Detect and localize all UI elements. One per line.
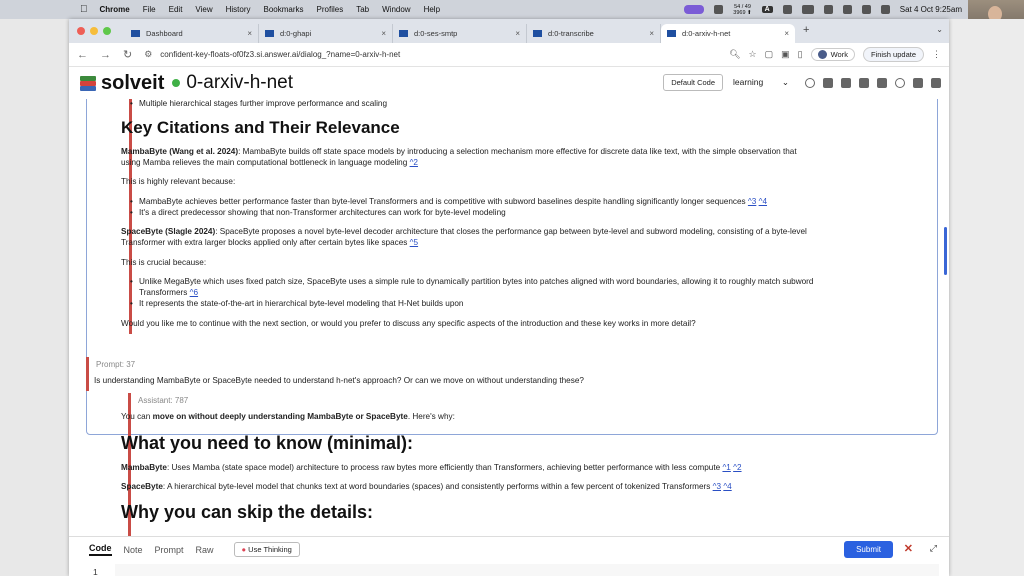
paragraph: You can move on without deeply understanding MambaByte or SpaceByte. Here's why: <box>121 412 455 421</box>
paragraph-mambabyte: MambaByte: Uses Mamba (state space model) architecture to process raw bytes more efficiently than Transformers, achieving better performance with less compute ^1 ^2 <box>121 463 742 472</box>
tab-search-chevron-icon[interactable]: ⌄ <box>936 25 943 34</box>
assistant-label: Assistant: 787 <box>138 396 189 405</box>
reload-icon[interactable]: ↻ <box>123 49 133 61</box>
section-heading: What you need to know (minimal): <box>121 433 413 453</box>
zoom-icon[interactable]: 🔍︎ <box>729 49 741 59</box>
citation-link[interactable]: ^1 <box>722 463 731 472</box>
menu-history[interactable]: History <box>218 5 244 14</box>
dialog-title: 0-arxiv-h-net <box>186 72 294 93</box>
tab-title: d:0-arxiv-h-net <box>682 29 731 38</box>
input-source-badge[interactable]: A <box>762 6 773 13</box>
browser-window <box>69 19 949 576</box>
search-icon[interactable] <box>843 5 852 14</box>
new-tab-button[interactable]: + <box>803 24 810 36</box>
tab-transcribe[interactable] <box>527 24 661 43</box>
info-icon[interactable] <box>805 78 815 88</box>
citation-link[interactable]: ^2 <box>409 157 418 167</box>
tab-close-icon[interactable]: × <box>247 29 252 38</box>
tab-favicon-icon <box>265 30 274 37</box>
site-info-icon[interactable]: ⚙ <box>144 49 153 59</box>
tab-title: d:0-transcribe <box>548 29 594 38</box>
section-heading: Key Citations and Their Relevance <box>121 118 400 137</box>
paragraph-spacebyte: SpaceByte (Slagle 2024): SpaceByte proposes a novel byte-level decoder architecture that closes the performance gap between byte-level and subword modeling, consisting of a byte-level Transformer with extra larger blocks applied only after certain bytes like spaces ^5 <box>121 227 807 247</box>
menu-bookmarks[interactable]: Bookmarks <box>256 5 297 14</box>
sidepanel-icon[interactable]: ▯ <box>797 49 803 59</box>
tab-strip <box>69 19 949 43</box>
refresh-icon[interactable] <box>877 78 887 88</box>
more-menu-icon[interactable]: ⋮ <box>932 49 941 59</box>
profile-button[interactable] <box>811 48 855 61</box>
cell-accent-bar <box>86 357 89 391</box>
citation-link[interactable]: ^4 <box>758 197 768 206</box>
brain-icon: ● <box>241 545 247 554</box>
list-item: • It's a direct predecessor showing that non-Transformer architectures can work for byte-level modeling <box>139 208 506 219</box>
minimize-window-button[interactable] <box>90 27 98 35</box>
tab-title: d:0-ses-smtp <box>414 29 458 38</box>
avatar <box>818 50 827 59</box>
citation-link[interactable]: ^5 <box>409 237 419 247</box>
chevron-down-icon: ⌄ <box>781 77 789 87</box>
wifi-icon[interactable] <box>824 5 833 14</box>
tab-favicon-icon <box>131 30 140 37</box>
run-icon[interactable] <box>859 78 869 88</box>
citation-link[interactable]: ^3 <box>747 197 757 206</box>
apple-menu-icon[interactable] <box>80 4 88 15</box>
paragraph: Would you like me to continue with the next section, or would you prefer to discuss any specific aspects of the introduction and these key works in more detail? <box>121 319 696 328</box>
citation-link[interactable]: ^6 <box>189 287 199 297</box>
tab-note[interactable]: Note <box>123 544 143 555</box>
tab-close-icon[interactable]: × <box>784 29 789 38</box>
book-icon[interactable] <box>931 78 941 88</box>
menu-help[interactable]: Help <box>416 5 433 14</box>
mode-select-value: learning <box>733 77 764 87</box>
tab-favicon-icon <box>399 30 408 37</box>
citation-link[interactable]: ^3 <box>712 482 722 491</box>
app-header <box>69 67 949 99</box>
menu-edit[interactable]: Edit <box>161 5 175 14</box>
prompt-text: Is understanding MambaByte or SpaceByte needed to understand h-net's approach? Or can we move on without understanding these? <box>94 376 584 385</box>
default-code-button[interactable]: Default Code <box>663 74 723 91</box>
line-number: 1 <box>93 567 98 576</box>
tab-close-icon[interactable]: × <box>381 29 386 38</box>
settings-gear-icon[interactable] <box>895 78 905 88</box>
tab-favicon-icon <box>667 30 676 37</box>
citation-link[interactable]: ^4 <box>723 482 732 491</box>
siri-icon[interactable] <box>881 5 890 14</box>
zoom-window-button[interactable] <box>103 27 111 35</box>
close-window-button[interactable] <box>77 27 85 35</box>
clock[interactable]: Sat 4 Oct 9:25am <box>899 5 962 14</box>
code-input[interactable] <box>115 564 939 576</box>
window-controls <box>77 27 111 35</box>
paragraph-spacebyte: SpaceByte: A hierarchical byte-level model that chunks text at word boundaries (spaces) and consistently performs within a few percent of tokenized Transformers ^3 ^4 <box>121 482 732 491</box>
desktop-background <box>949 19 1024 576</box>
section-heading: Why you can skip the details: <box>121 502 374 522</box>
control-center-icon[interactable] <box>862 5 871 14</box>
tab-ghapi[interactable] <box>259 24 393 43</box>
paragraph: This is crucial because: <box>121 258 207 267</box>
submit-button[interactable]: Submit <box>844 541 893 558</box>
tab-arxiv-h-net[interactable] <box>661 24 795 43</box>
list-item: • Unlike MegaByte which uses fixed patch size, SpaceByte uses a simple rule to dynamically partition bytes into patches aligned with word boundaries, allowing it to roughly match subword Transformers ^6 <box>139 277 929 298</box>
scrollbar-thumb[interactable] <box>944 227 947 275</box>
menu-view[interactable]: View <box>187 5 206 14</box>
tab-title: Dashboard <box>146 29 183 38</box>
battery-icon[interactable] <box>802 5 814 14</box>
terminal-icon[interactable] <box>913 78 923 88</box>
connection-status-dot <box>172 79 180 87</box>
bookmark-star-icon[interactable]: ☆ <box>748 49 757 59</box>
tab-favicon-icon <box>533 30 542 37</box>
stop-icon[interactable] <box>841 78 851 88</box>
menu-file[interactable]: File <box>135 5 149 14</box>
expand-icon[interactable]: ⤢ <box>929 543 937 553</box>
extension-icon[interactable]: ▢ <box>764 49 774 59</box>
tab-close-icon[interactable]: × <box>649 29 654 38</box>
status-icon[interactable] <box>714 5 723 14</box>
network-stats: 54 / 49 3969 ⬆ <box>733 3 752 16</box>
solveit-logo-icon <box>79 74 97 92</box>
url-field[interactable]: confident-key-floats-of0fz3.si.answer.ai/dialog_?name=0-arxiv-h-net <box>160 50 401 59</box>
tab-raw[interactable]: Raw <box>195 544 214 555</box>
prompt-cell[interactable] <box>86 357 894 391</box>
citation-link[interactable]: ^2 <box>733 463 742 472</box>
tab-dashboard[interactable] <box>125 24 259 43</box>
profile-label: Work <box>830 50 848 59</box>
list-item: • It represents the state-of-the-art in hierarchical byte-level modeling that H-Net builds upon <box>139 299 463 310</box>
dialog-content[interactable] <box>69 99 949 536</box>
prompt-label: Prompt: 37 <box>96 360 136 369</box>
tab-title: d:0-ghapi <box>280 29 312 38</box>
back-icon[interactable]: ← <box>77 48 88 61</box>
tab-prompt[interactable]: Prompt <box>154 544 184 555</box>
screen-record-icon[interactable] <box>684 5 704 14</box>
menu-window[interactable]: Window <box>374 5 404 14</box>
input-editor <box>69 536 949 576</box>
tab-close-icon[interactable]: × <box>515 29 520 38</box>
menu-tab[interactable]: Tab <box>348 5 362 14</box>
tab-code[interactable]: Code <box>89 543 112 556</box>
close-icon[interactable]: ✕ <box>903 543 913 555</box>
menu-profiles[interactable]: Profiles <box>309 5 336 14</box>
macos-menubar <box>0 0 1024 19</box>
use-thinking-button[interactable] <box>234 542 300 557</box>
list-item: • MambaByte achieves better performance faster than byte-level Transformers and is competitive with subword baselines despite handling significantly longer sequences ^3 ^4 <box>139 197 767 208</box>
term-mambabyte: MambaByte (Wang et al. 2024) <box>121 147 239 156</box>
extensions-puzzle-icon[interactable]: ▣ <box>781 49 790 59</box>
term-spacebyte: SpaceByte (Slagle 2024) <box>121 227 216 236</box>
paragraph: This is highly relevant because: <box>121 177 236 186</box>
finish-update-button[interactable]: Finish update <box>863 47 924 62</box>
menu-app[interactable]: Chrome <box>92 5 123 14</box>
brand-name[interactable]: solveit <box>101 71 165 94</box>
mode-select[interactable] <box>733 77 789 88</box>
paragraph-mambabyte: MambaByte (Wang et al. 2024): MambaByte builds off state space models by introducing a selection mechanism more effective for discrete data like text, with the simple observation that using Mamba relieves the main computational bottleneck in language modeling ^2 <box>121 147 797 167</box>
bluetooth-icon[interactable] <box>783 5 792 14</box>
address-bar <box>69 43 949 67</box>
forward-icon[interactable]: → <box>100 48 111 61</box>
list-item: • Multiple hierarchical stages further improve performance and scaling <box>139 99 387 110</box>
use-thinking-label: Use Thinking <box>248 545 292 554</box>
upload-icon[interactable] <box>823 78 833 88</box>
tab-ses-smtp[interactable] <box>393 24 527 43</box>
